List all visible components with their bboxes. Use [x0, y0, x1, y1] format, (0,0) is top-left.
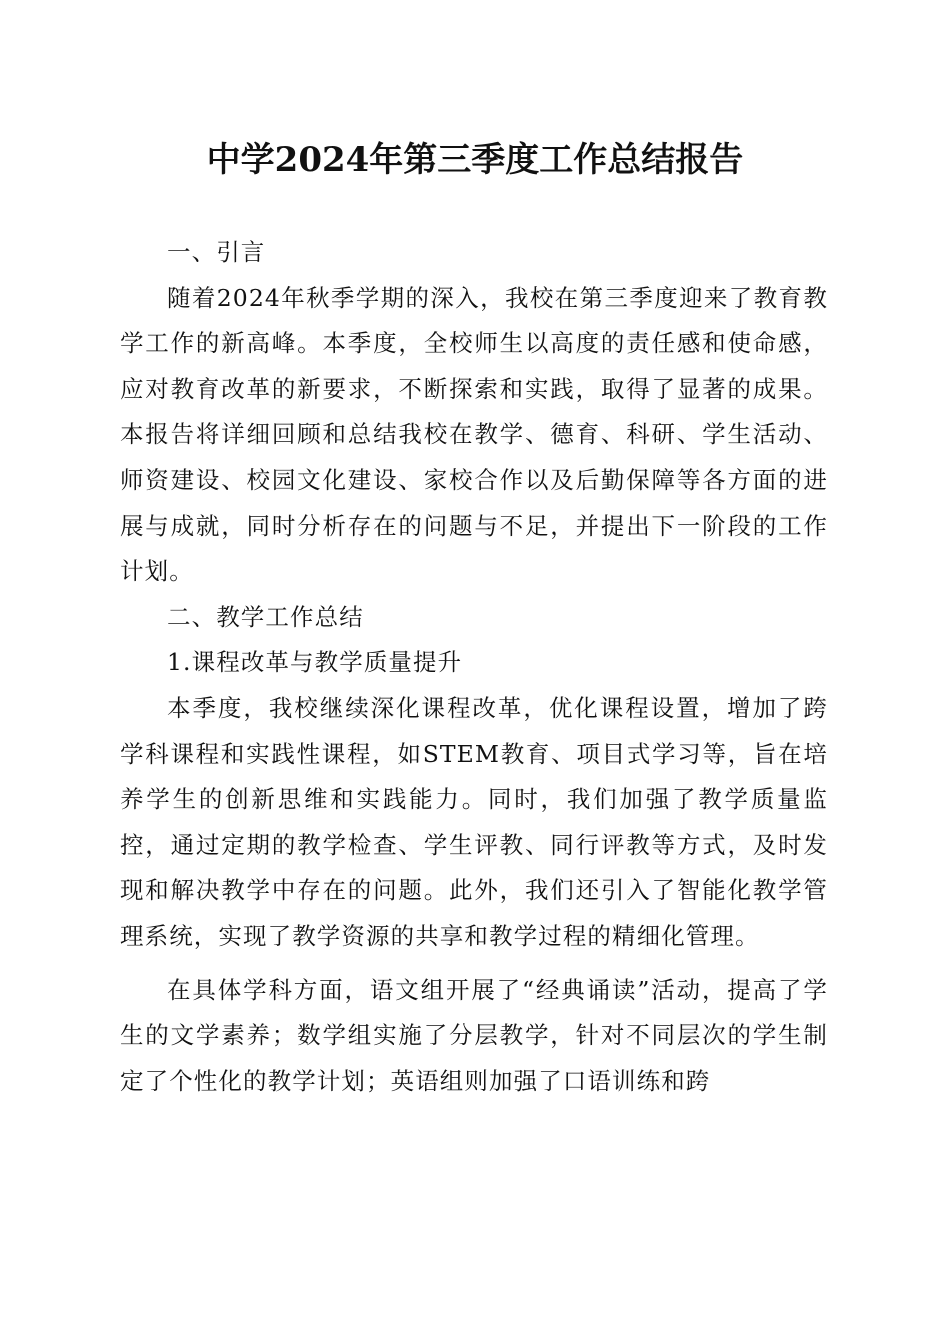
subheading-curriculum-reform: 1.课程改革与教学质量提升: [167, 648, 463, 677]
intro-paragraph: 随着2024年秋季学期的深入，我校在第三季度迎来了教育教学工作的新高峰。本季度，全校师生以高度的责任感和使命感，应对教育改革的新要求，不断探索和实践，取得了显著的成果。本报告将详细回顾和总结我校在教学、德育、科研、学生活动、师资建设、校园文化建设、家校合作以及后勤保障等各方面的进展与成就，同时分析存在的问题与不足，并提出下一阶段的工作计划。: [120, 283, 828, 586]
paragraph-subject-activities: 在具体学科方面，语文组开展了“经典诵读”活动，提高了学生的文学素养；数学组实施了分层教学，针对不同层次的学生制定了个性化的教学计划；英语组则加强了口语训练和跨: [120, 975, 828, 1095]
paragraph-curriculum-reform: 本季度，我校继续深化课程改革，优化课程设置，增加了跨学科课程和实践性课程，如STEM教育、项目式学习等，旨在培养学生的创新思维和实践能力。同时，我们加强了教学质量监控，通过定期的教学检查、学生评教、同行评教等方式，及时发现和解决教学中存在的问题。此外，我们还引入了智能化教学管理系统，实现了教学资源的共享和教学过程的精细化管理。: [120, 693, 828, 950]
document-body: [120, 230, 828, 1104]
section-heading-intro: 一、引言: [167, 238, 266, 266]
section-heading-teaching: 二、教学工作总结: [167, 602, 364, 631]
document-title: 中学2024年第三季度工作总结报告: [206, 140, 744, 180]
